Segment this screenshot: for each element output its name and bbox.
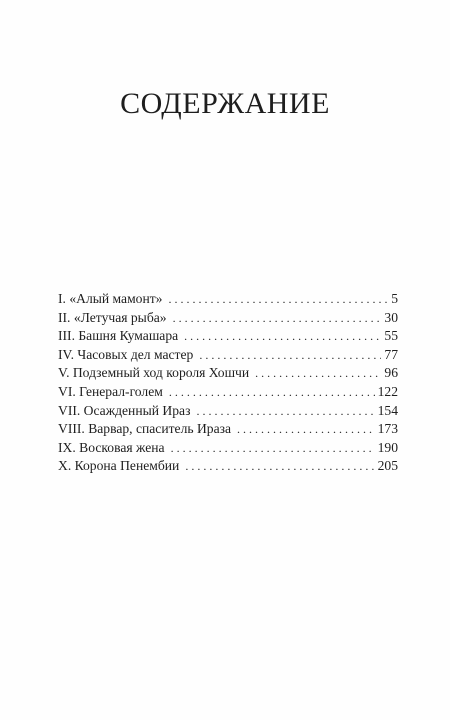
toc-entry-title: I. «Алый мамонт» [58,291,163,306]
toc-entry-page: 173 [377,421,398,437]
toc-entry-page: 205 [377,458,398,474]
toc-entry-page: 5 [391,291,398,306]
toc-entry-title: VIII. Варвар, спаситель Ираза [58,421,232,437]
toc-entry [58,364,398,383]
toc-entry-page: 55 [384,328,398,344]
dot-leader [199,346,381,365]
toc-entry-title: VI. Генерал-голем [58,383,163,399]
toc-entry-title: X. Корона Пенембии [58,458,180,474]
toc-entry-title: VII. Осажденный Ираз [58,402,191,418]
toc-entry [58,383,398,402]
toc-entry-page: 30 [384,309,398,325]
toc-entry [58,290,398,309]
page-title: СОДЕРЖАНИЕ [120,87,330,120]
dot-leader [237,420,375,439]
toc-entry [58,346,398,365]
toc-entry-title: IV. Часовых дел мастер [58,346,194,362]
dot-leader [173,309,382,328]
toc-entry [58,309,398,328]
toc-entry [58,457,398,476]
toc-entry-page: 122 [377,383,398,399]
toc-entry-title: III. Башня Кумашара [58,328,179,344]
table-of-contents [58,290,398,476]
toc-entry-title: II. «Летучая рыба» [58,309,167,325]
toc-entry-title: IX. Восковая жена [58,439,165,455]
toc-entry [58,402,398,421]
dot-leader [169,383,375,402]
dot-leader [171,439,375,458]
dot-leader [184,327,381,346]
toc-entry-page: 190 [377,439,398,455]
dot-leader [168,290,388,309]
toc-entry-title: V. Подземный ход короля Хошчи [58,365,250,381]
dot-leader [196,402,374,421]
toc-entry-page: 96 [384,365,398,381]
toc-entry [58,420,398,439]
toc-entry [58,439,398,458]
dot-leader [185,457,374,476]
toc-entry [58,327,398,346]
dot-leader [255,364,381,383]
toc-entry-page: 77 [384,346,398,362]
toc-entry-page: 154 [377,402,398,418]
